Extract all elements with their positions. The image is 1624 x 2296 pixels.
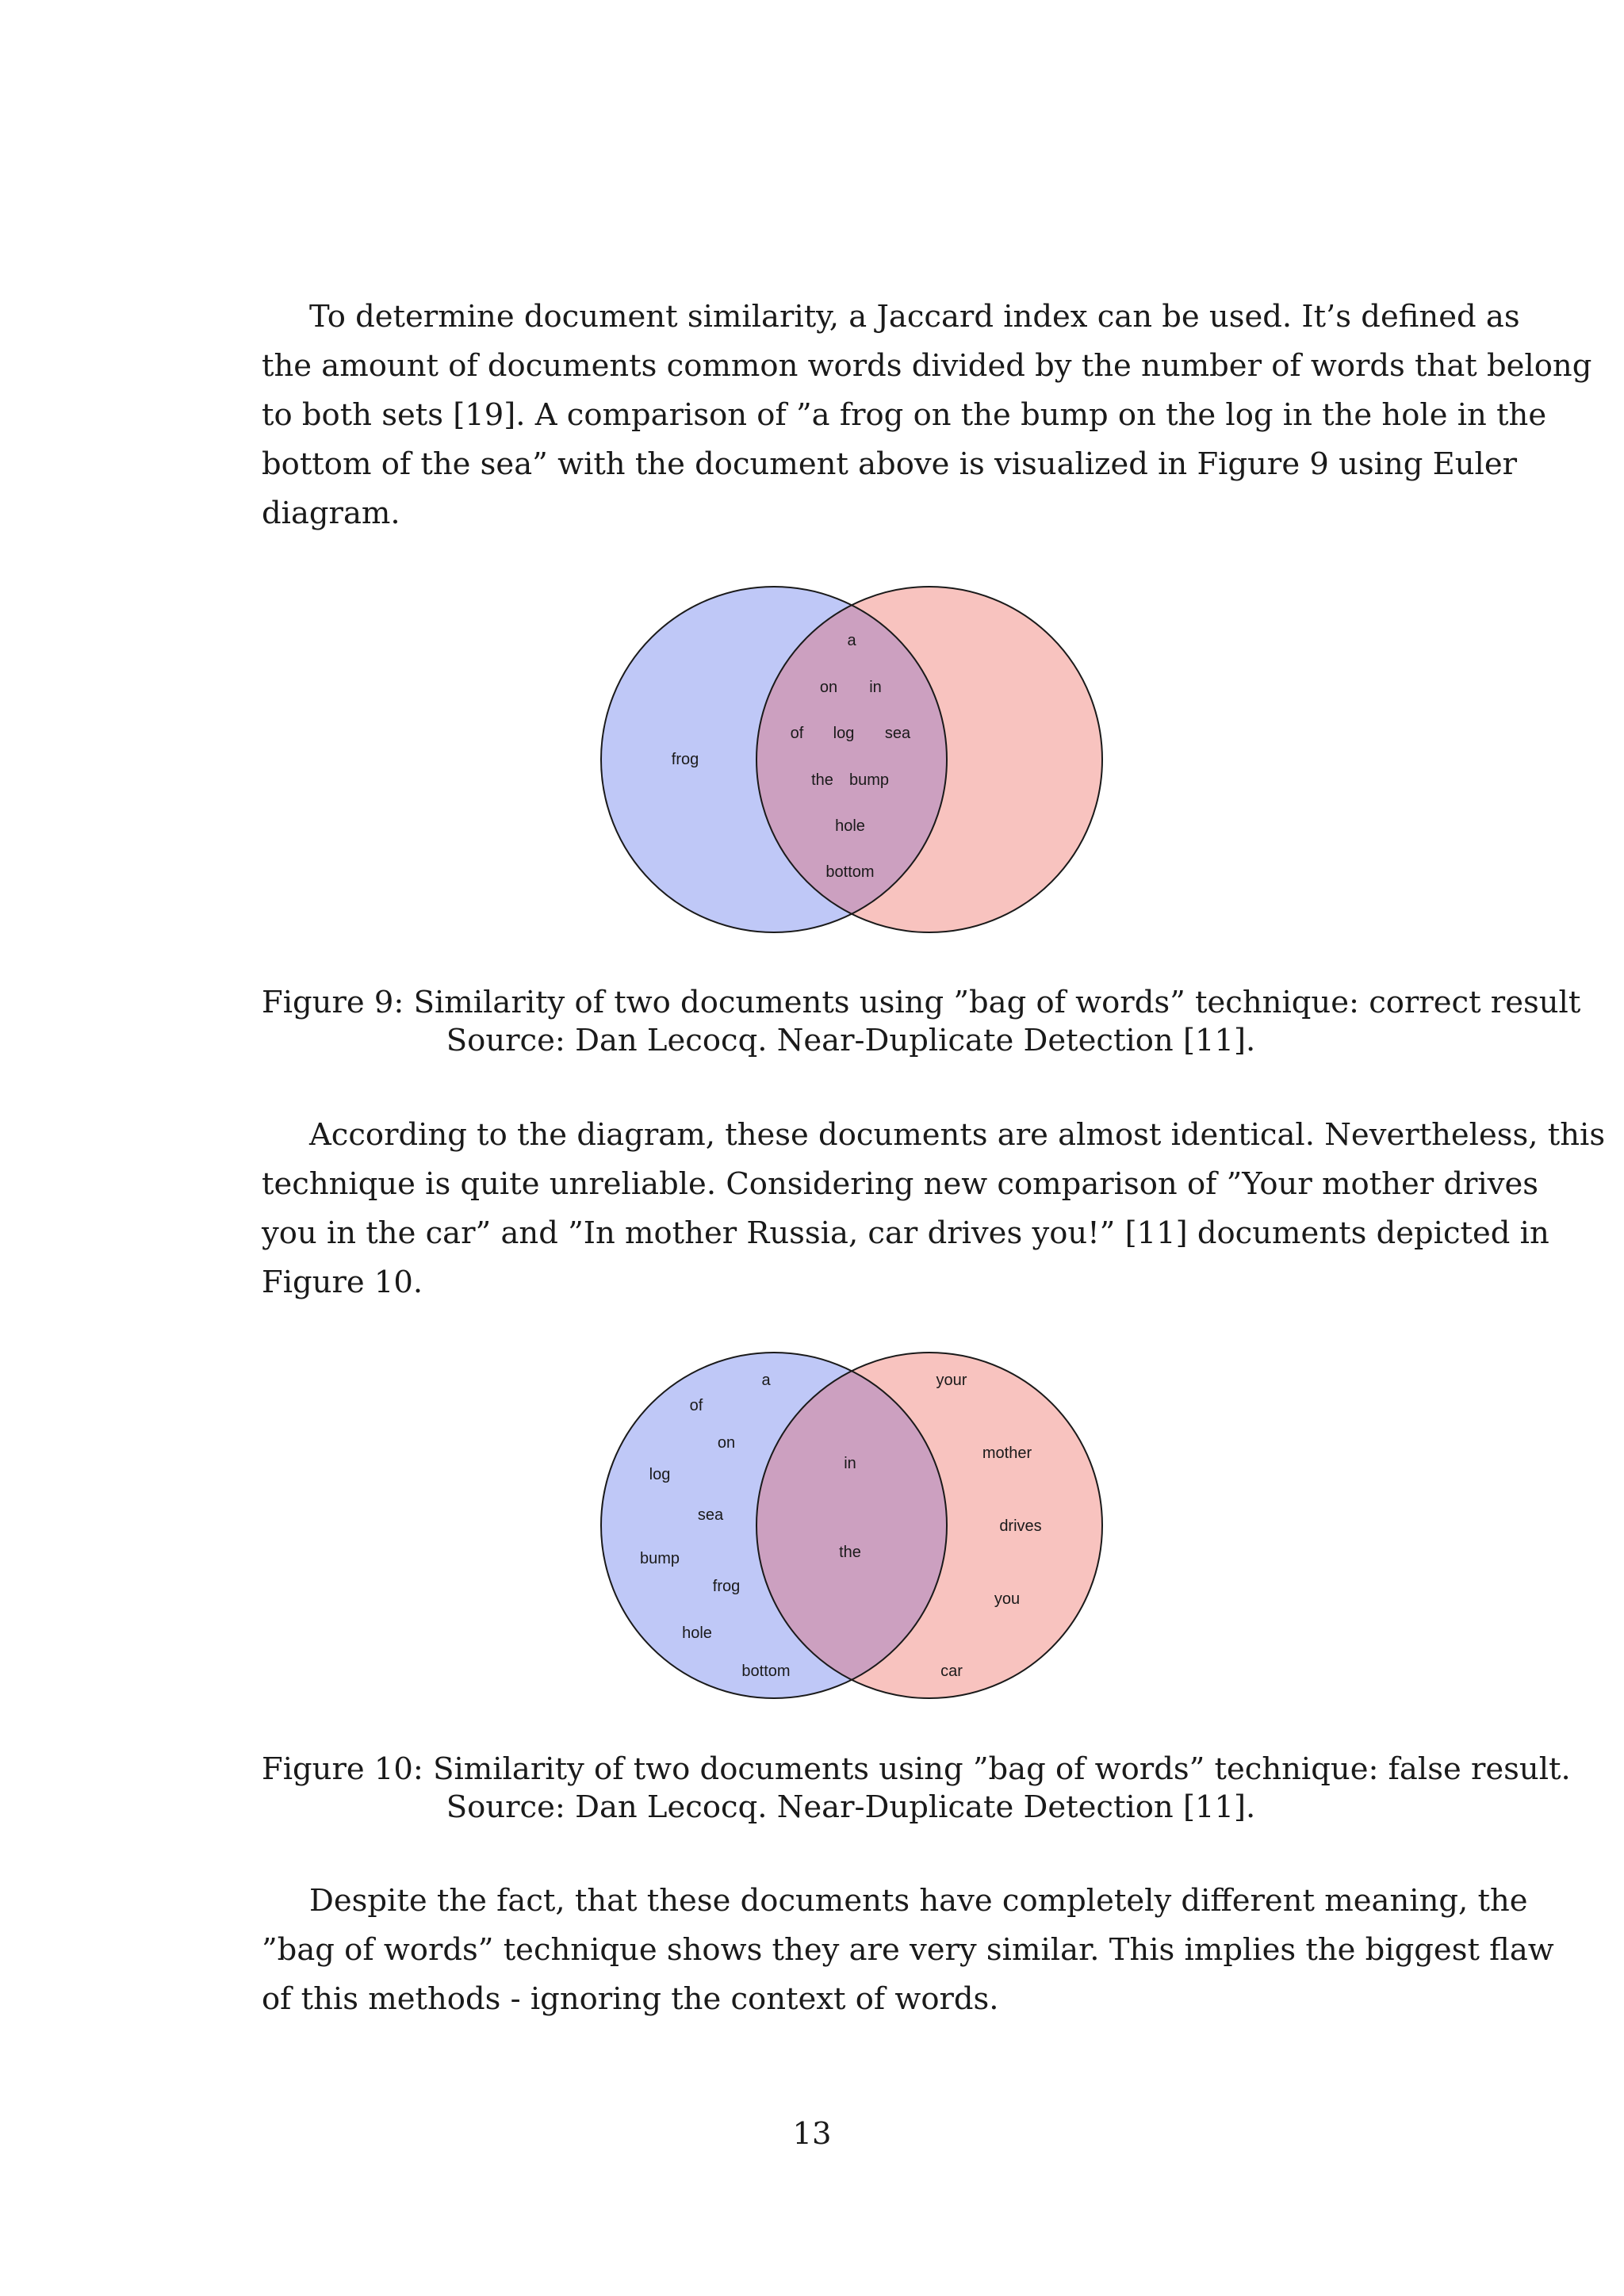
paragraph-line: to both sets [19]. A comparison of ”a frog on the bump on the log in the hole in the [262, 397, 1547, 433]
word-label: you [994, 1590, 1021, 1608]
figure-9-caption [262, 984, 1581, 1060]
word-label: in [844, 1455, 856, 1472]
word-label: log [833, 725, 855, 742]
caption-text: Figure 9: Similarity of two documents using ”bag of words” technique: correct result [262, 985, 1581, 1020]
word-label: a [761, 1372, 771, 1389]
word-label: your [936, 1372, 967, 1389]
word-label: bottom [741, 1663, 791, 1680]
paragraph-line: According to the diagram, these documents are almost identical. Nevertheless, this [309, 1117, 1606, 1153]
word-label: of [689, 1397, 703, 1414]
paragraph-line: of this methods - ignoring the context of words. [262, 1981, 999, 2017]
word-label: hole [835, 817, 865, 835]
word-label: sea [884, 725, 911, 742]
page-number: 13 [792, 2116, 832, 2152]
paragraph-line: technique is quite unreliable. Considering new comparison of ”Your mother drives [262, 1166, 1539, 1202]
word-label: mother [982, 1445, 1032, 1462]
word-label: of [790, 725, 804, 742]
paragraph-line: To determine document similarity, a Jaccard index can be used. It’s defined as [309, 299, 1520, 335]
caption-source: Source: Dan Lecocq. Near-Duplicate Detection [11]. [446, 1789, 1256, 1825]
figure-10-caption [262, 1751, 1571, 1827]
word-label: in [869, 679, 882, 696]
word-label: frog [671, 751, 699, 768]
word-label: frog [712, 1578, 741, 1595]
word-label: bump [848, 771, 890, 789]
word-label: on [717, 1434, 736, 1452]
caption-source: Source: Dan Lecocq. Near-Duplicate Detection [11]. [446, 1023, 1256, 1058]
word-label: bottom [825, 863, 875, 881]
word-label: drives [999, 1517, 1042, 1535]
paragraph-line: bottom of the sea” with the document above is visualized in Figure 9 using Euler [262, 446, 1518, 482]
paragraph-line: Despite the fact, that these documents have completely different meaning, the [309, 1883, 1528, 1919]
word-label: the [811, 771, 833, 789]
paragraph-flaw [262, 1877, 1554, 2024]
caption-text: Figure 10: Similarity of two documents using ”bag of words” technique: false result. [262, 1751, 1571, 1787]
paragraph-line: ”bag of words” technique shows they are very similar. This implies the biggest flaw [262, 1932, 1554, 1968]
word-label: the [839, 1544, 861, 1561]
word-label: on [819, 679, 838, 696]
word-label: bump [639, 1550, 680, 1567]
word-label: log [649, 1466, 671, 1483]
paragraph-line: you in the car” and ”In mother Russia, car drives you!” [11] documents depicted in [262, 1215, 1549, 1251]
word-label: a [847, 632, 856, 649]
word-label: car [940, 1663, 963, 1680]
figure-9-euler-diagram [587, 583, 1110, 939]
word-label: hole [682, 1624, 712, 1642]
word-label: sea [697, 1506, 724, 1524]
figure-10-euler-diagram [587, 1349, 1110, 1705]
paragraph-line: diagram. [262, 496, 400, 531]
paragraph-unreliable [262, 1111, 1606, 1307]
paragraph-jaccard-intro [262, 293, 1592, 538]
paragraph-line: Figure 10. [262, 1265, 423, 1300]
paragraph-line: the amount of documents common words divided by the number of words that belong [262, 348, 1592, 384]
